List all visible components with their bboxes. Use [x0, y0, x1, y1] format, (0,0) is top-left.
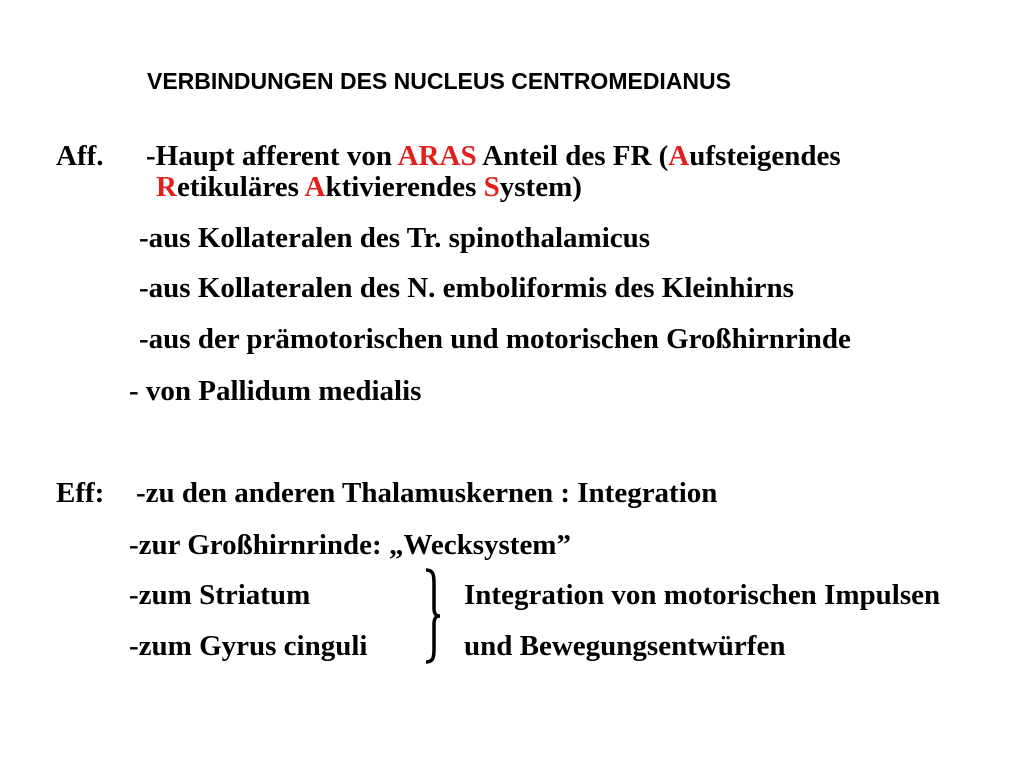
efferent-item: -zum Striatum — [129, 579, 311, 611]
afferent-item: -aus Kollateralen des Tr. spinothalamicus — [139, 222, 651, 254]
efferent-label: Eff: — [56, 477, 105, 509]
aras-letter-a: A — [668, 140, 690, 172]
afferent-item: -aus der prämotorischen und motorischen Großhirnrinde — [139, 323, 851, 355]
afferent-line-1-mid: Anteil des FR ( — [476, 140, 669, 172]
afferent-line-2-t1: etikuläres — [176, 171, 305, 203]
afferent-line-2 — [156, 171, 582, 203]
aras-letter-a2: A — [304, 171, 326, 203]
aras-letter-r: R — [156, 171, 177, 203]
afferent-line-2-t3: ystem) — [499, 171, 582, 203]
aras-acronym: ARAS — [397, 140, 477, 172]
afferent-line-2-t2: ktivierendes — [325, 171, 484, 203]
afferent-label: Aff. — [56, 140, 104, 172]
slide-title: VERBINDUNGEN DES NUCLEUS CENTROMEDIANUS — [147, 68, 731, 94]
aras-letter-s: S — [483, 171, 500, 203]
brace-text-line: und Bewegungsentwürfen — [464, 630, 786, 662]
efferent-item: -zur Großhirnrinde: „Wecksystem” — [129, 529, 571, 561]
afferent-item: - von Pallidum medialis — [129, 375, 422, 407]
afferent-line-1 — [146, 140, 841, 172]
afferent-line-1-pre: -Haupt afferent von — [146, 140, 398, 172]
efferent-item: -zum Gyrus cinguli — [129, 630, 368, 662]
curly-brace-icon — [420, 568, 444, 664]
afferent-item: -aus Kollateralen des N. emboliformis des Kleinhirns — [139, 272, 794, 304]
afferent-line-1-rest: ufsteigendes — [689, 140, 841, 172]
efferent-first: -zu den anderen Thalamuskernen : Integration — [136, 477, 718, 509]
brace-text-line: Integration von motorischen Impulsen — [464, 579, 941, 611]
